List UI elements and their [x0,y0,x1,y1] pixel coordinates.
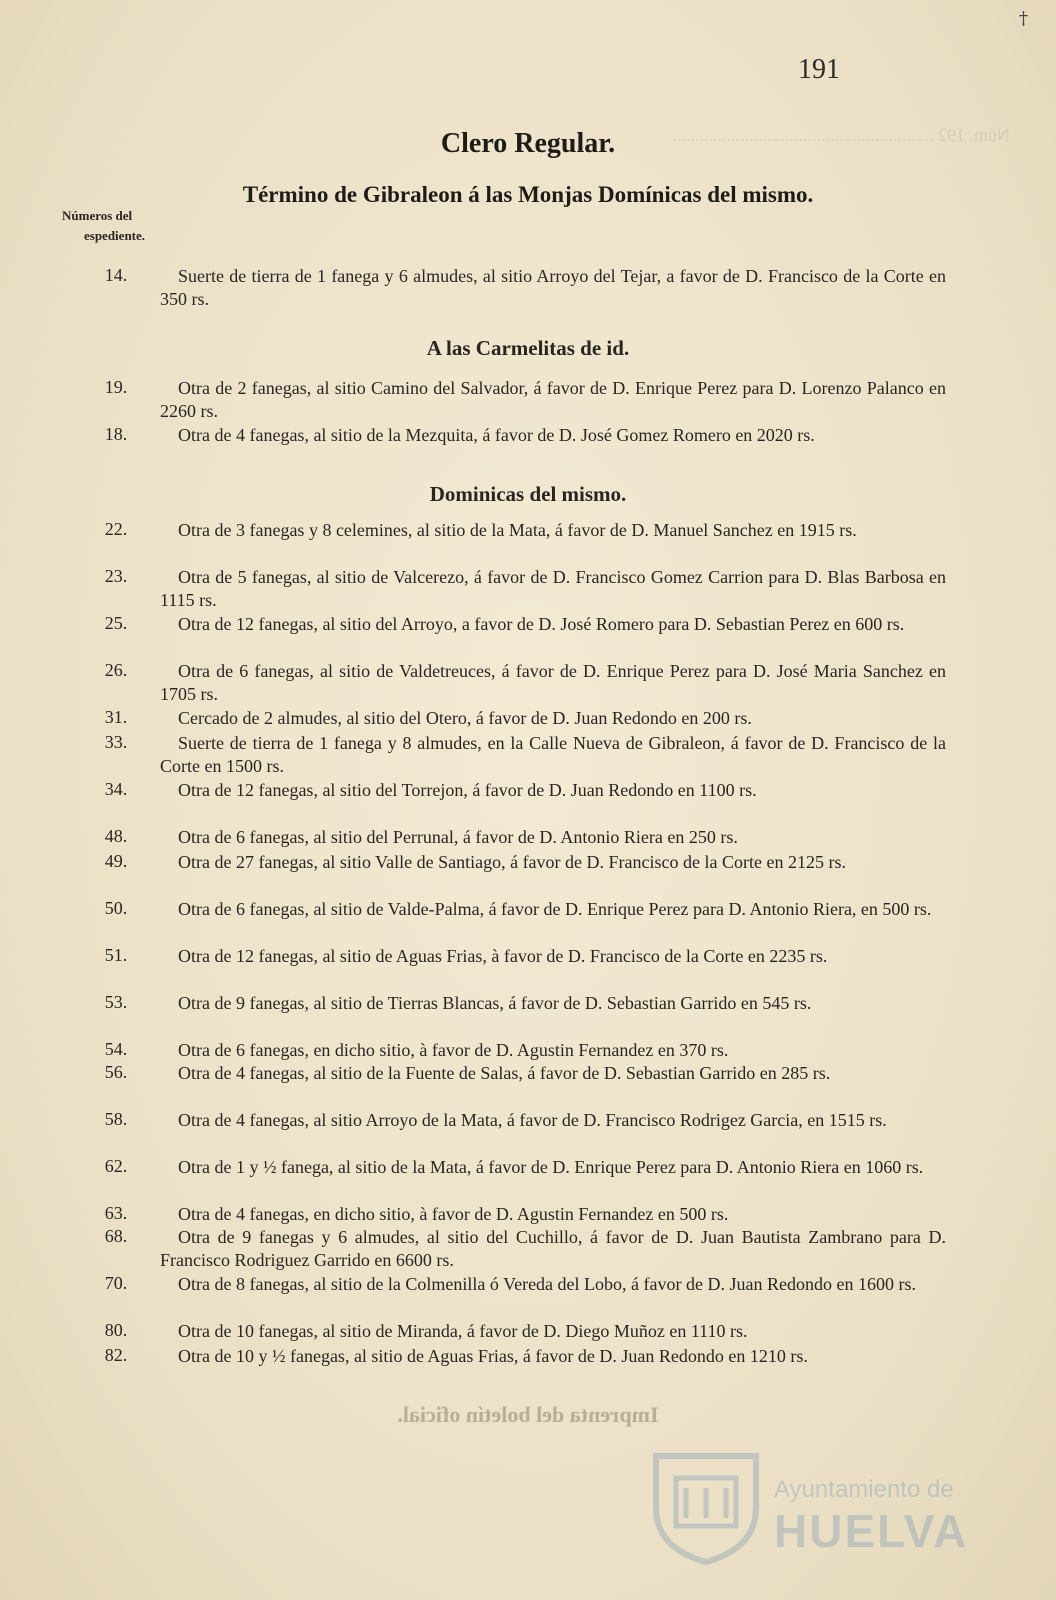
entry-text: Otra de 12 fanegas, al sitio de Aguas Frias, à favor de D. Francisco de la Corte en 2235 rs. [178,946,828,966]
entry-text: Otra de 6 fanegas, al sitio del Perrunal, á favor de D. Antonio Riera en 250 rs. [178,827,738,847]
entry-number: 19. [104,377,128,397]
entry-number: 58. [104,1109,128,1129]
section-heading: Dominicas del mismo. [429,482,627,506]
entry-text: Otra de 6 fanegas, en dicho sitio, à favor de D. Agustin Fernandez en 370 rs. [178,1040,729,1060]
entry-number: 18. [104,424,128,444]
entry-number: 53. [104,992,128,1012]
entry-number: 63. [104,1203,128,1223]
watermark-line-1: Ayuntamiento de [774,1476,954,1503]
entry-text: Cercado de 2 almudes, al sitio del Otero, á favor de D. Juan Redondo en 200 rs. [178,708,752,728]
entry-number: 49. [104,851,128,871]
section-heading: A las Carmelitas de id. [426,336,630,360]
entry-number: 26. [104,660,128,680]
corner-mark: † [1019,8,1028,29]
entry-number: 23. [104,566,128,586]
entry-number: 80. [104,1320,128,1340]
entry-text: Otra de 4 fanegas, al sitio Arroyo de la Mata, á favor de D. Francisco Rodrigez Garcia, en 1515 rs. [178,1110,887,1130]
entry-text: Otra de 9 fanegas, al sitio de Tierras Blancas, á favor de D. Sebastian Garrido en 545 rs. [178,993,812,1013]
entry-number: 50. [104,898,128,918]
entry-number: 31. [104,707,128,727]
entry-text: Otra de 10 fanegas, al sitio de Miranda, á favor de D. Diego Muñoz en 1110 rs. [178,1321,748,1341]
bleed-through-footer: Imprenta del boletín oficial. [397,1402,659,1427]
entry-number: 51. [104,945,128,965]
watermark-line-2: HUELVA [774,1505,969,1557]
entry-text: Otra de 1 y ½ fanega, al sitio de la Mata, á favor de D. Enrique Perez para D. Antonio Riera en 1060 rs. [178,1157,924,1177]
entry-text: Suerte de tierra de 1 fanega y 8 almudes, en la Calle Nueva de Gibraleon, á favor de D. Francisco de la Corte en 1500 rs. [160,733,946,776]
entry-text: Otra de 4 fanegas, al sitio de la Mezquita, á favor de D. José Gomez Romero en 2020 rs. [178,425,815,445]
entry-text: Suerte de tierra de 1 fanega y 6 almudes, al sitio Arroyo del Tejar, a favor de D. Francisco de la Corte en 350 rs. [160,266,946,309]
entry-text: Otra de 2 fanegas, al sitio Camino del Salvador, á favor de D. Enrique Perez para D. Lorenzo Palanco en 2260 rs. [160,378,946,421]
entry-text: Otra de 6 fanegas, al sitio de Valdetreuces, á favor de D. Enrique Perez para D. José Maria Sanchez en 1705 rs. [160,661,946,704]
entry-text: Otra de 6 fanegas, al sitio de Valde-Palma, á favor de D. Enrique Perez para D. Antonio Riera, en 500 rs. [178,899,932,919]
entry-number: 34. [104,779,128,799]
entry-number: 62. [104,1156,128,1176]
column-header-line-2: espediente. [84,228,146,243]
coat-of-arms-icon [646,1448,766,1566]
entry-text: Otra de 10 y ½ fanegas, al sitio de Aguas Frias, á favor de D. Juan Redondo en 1210 rs. [178,1346,808,1366]
page-title: Clero Regular. [440,128,616,159]
entry-number: 33. [104,732,128,752]
entry-number: 25. [104,613,128,633]
entry-text: Otra de 12 fanegas, al sitio del Arroyo, a favor de D. José Romero para D. Sebastian Perez en 600 rs. [178,614,905,634]
entry-text: Otra de 4 fanegas, al sitio de la Fuente de Salas, á favor de D. Sebastian Garrido en 285 rs. [178,1063,831,1083]
entry-text: Otra de 27 fanegas, al sitio Valle de Santiago, á favor de D. Francisco de la Corte en 2125 rs. [178,852,846,872]
column-header-line-1: Números del [62,208,133,223]
entry-number: 48. [104,826,128,846]
huelva-watermark [646,1448,976,1566]
entry-text: Otra de 5 fanegas, al sitio de Valcerezo, á favor de D. Francisco Gomez Carrion para D. Blas Barbosa en 1115 rs. [160,567,946,610]
bleed-through-text: Núm. 192 .......................................................... [672,125,1010,145]
entry-text: Otra de 4 fanegas, en dicho sitio, à favor de D. Agustin Fernandez en 500 rs. [178,1204,729,1224]
entry-number: 68. [104,1226,128,1246]
page-subtitle: Término de Gibraleon á las Monjas Domínicas del mismo. [242,182,814,207]
column-header [62,206,145,246]
entry-number: 70. [104,1273,128,1293]
folio-number: 191 [798,54,840,85]
entry-number: 14. [104,265,128,285]
entry-number: 82. [104,1345,128,1365]
entry-text: Otra de 8 fanegas, al sitio de la Colmenilla ó Vereda del Lobo, á favor de D. Juan Redondo en 1600 rs. [178,1274,916,1294]
entry-text: Otra de 12 fanegas, al sitio del Torrejon, á favor de D. Juan Redondo en 1100 rs. [178,780,757,800]
entry-number: 22. [104,519,128,539]
entry-text: Otra de 9 fanegas y 6 almudes, al sitio del Cuchillo, á favor de D. Juan Bautista Zambrano para D. Francisco Rodriguez Garrido en 6600 rs. [160,1227,946,1270]
entry-number: 56. [104,1062,128,1082]
entry-number: 54. [104,1039,128,1059]
entry-text: Otra de 3 fanegas y 8 celemines, al sitio de la Mata, á favor de D. Manuel Sanchez en 1915 rs. [178,520,857,540]
